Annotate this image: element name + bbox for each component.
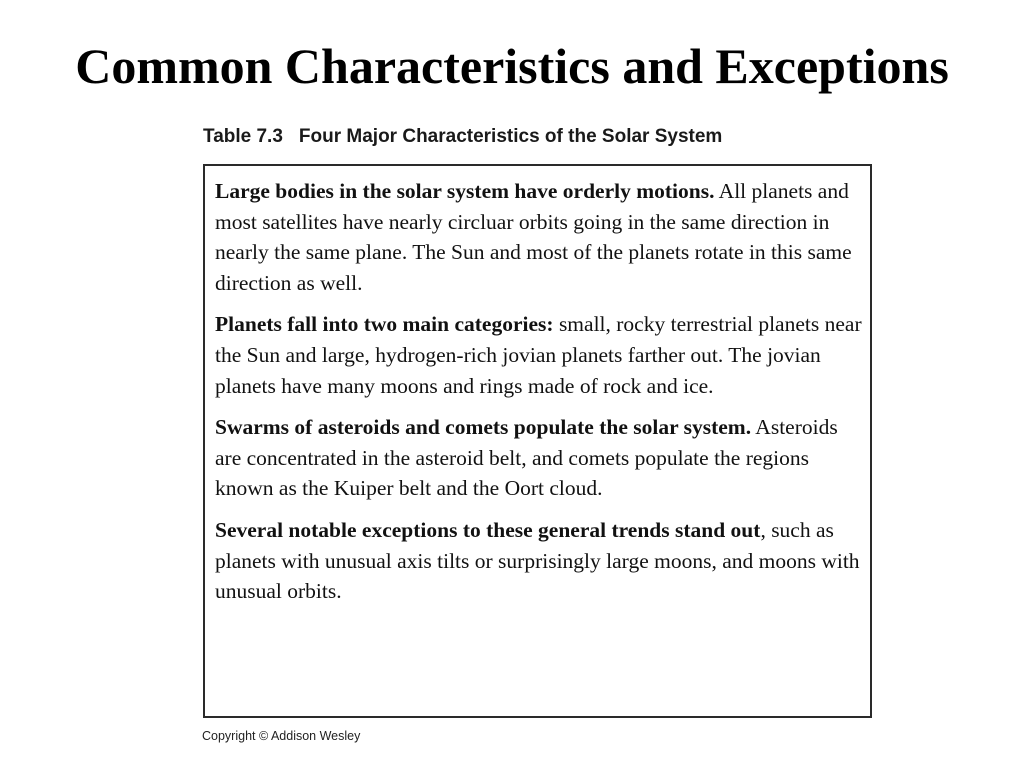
- item-body: Asteroids are concentrated in the asteroid belt, and comets populate the regions known as the Kuiper belt and the Oort cloud.: [215, 415, 838, 501]
- characteristic-item-planet-categories: [215, 309, 862, 401]
- copyright-notice: Copyright © Addison Wesley: [202, 729, 361, 743]
- characteristic-item-orderly-motions: [215, 176, 862, 298]
- item-lead: Large bodies in the solar system have orderly motions.: [215, 179, 715, 203]
- table-caption: [203, 124, 722, 150]
- characteristic-item-exceptions: [215, 515, 862, 607]
- characteristics-table: [203, 164, 872, 718]
- item-body: small, rocky terrestrial planets near the Sun and large, hydrogen-rich jovian planets farther out. The jovian planets have many moons and rings made of rock and ice.: [215, 312, 862, 398]
- item-body: , such as planets with unusual axis tilts or surprisingly large moons, and moons with unusual orbits.: [215, 517, 860, 604]
- item-lead: Planets fall into two main categories:: [215, 312, 554, 337]
- item-lead: Several notable exceptions to these general trends stand out: [215, 517, 761, 542]
- slide-title: Common Characteristics and Exceptions: [75, 38, 949, 94]
- table-caption-text: Four Major Characteristics of the Solar System: [298, 126, 723, 147]
- item-lead: Swarms of asteroids and comets populate the solar system.: [215, 415, 752, 440]
- item-body: All planets and most satellites have nearly circluar orbits going in the same direction in nearly the same plane. The Sun and most of the planets rotate in this same direction as well.: [215, 179, 852, 295]
- characteristic-item-asteroids-comets: [215, 412, 862, 504]
- table-number: Table 7.3: [203, 126, 283, 147]
